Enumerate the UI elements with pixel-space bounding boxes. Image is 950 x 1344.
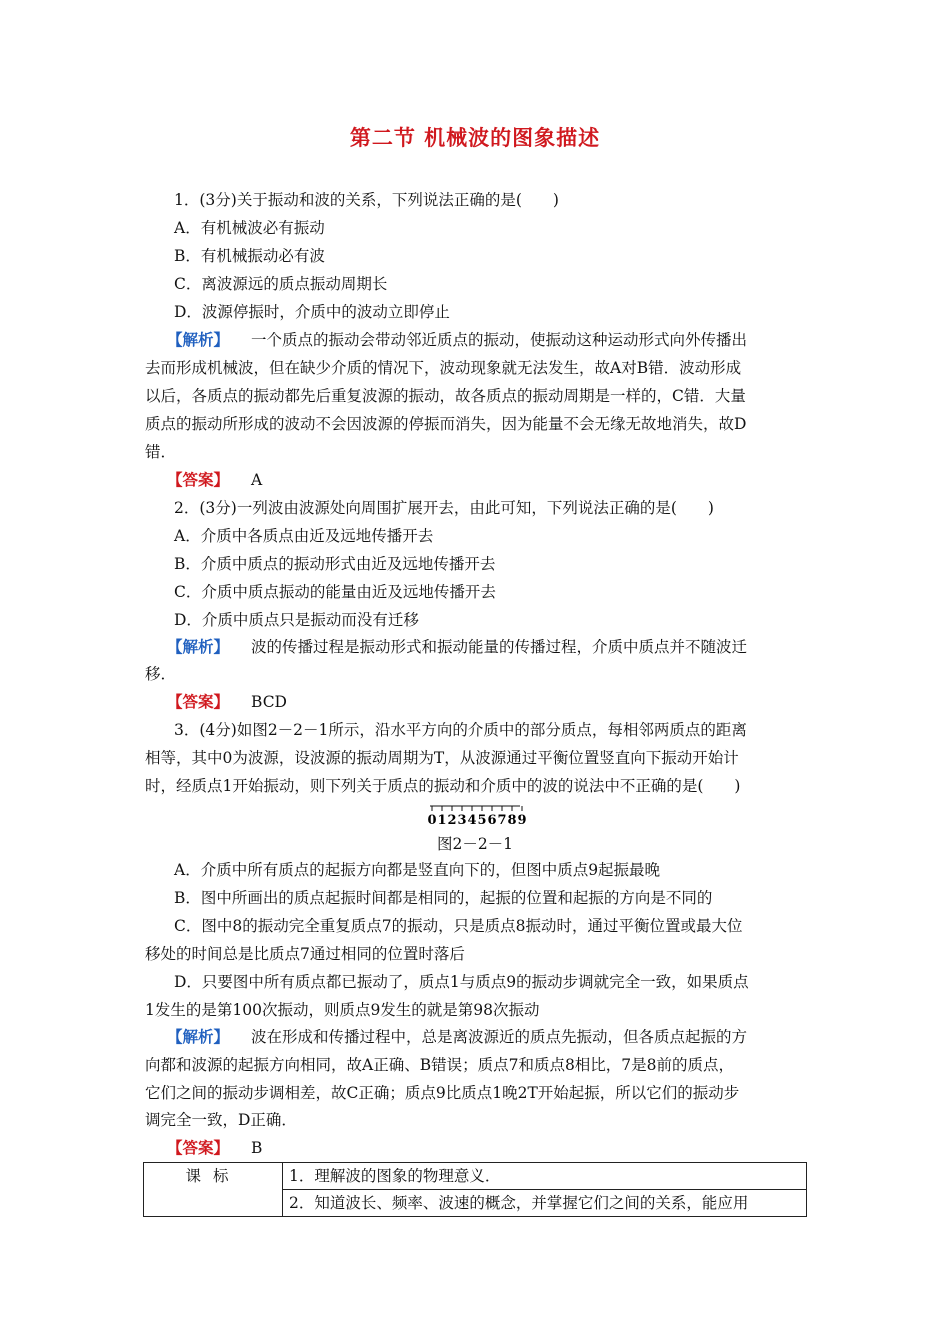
q2-option-c: C．介质中质点振动的能量由近及远地传播开去 — [174, 583, 496, 601]
figure-point-label: 3 — [457, 813, 467, 828]
table-cell: 1．理解波的图象的物理意义． — [283, 1163, 807, 1190]
figure-point-label: 1 — [437, 813, 447, 828]
q3-analysis-line-2: 向都和波源的起振方向相同，故A正确、B错误；质点7和质点8相比，7是8前的质点， — [145, 1056, 735, 1074]
figure-point-label: 5 — [477, 813, 487, 828]
q3-option-a: A．介质中所有质点的起振方向都是竖直向下的，但图中质点9起振最晚 — [174, 861, 661, 879]
figure-caption: 图2－2－1 — [436, 835, 514, 853]
q2-option-a: A．介质中各质点由近及远地传播开去 — [174, 527, 434, 545]
page-title: 第二节 机械波的图象描述 — [349, 126, 601, 150]
q2-stem: 2．(3分)一列波由波源处向周围扩展开去，由此可知，下列说法正确的是( ) — [174, 499, 714, 517]
q2-analysis-line-2: 移． — [145, 665, 177, 683]
q3-option-b: B．图中所画出的质点起振时间都是相同的，起振的位置和起振的方向是不同的 — [174, 889, 713, 907]
answer-tag: 【答案】 — [167, 692, 230, 711]
q1-analysis-line-2: 去而形成机械波，但在缺少介质的情况下，波动现象就无法发生，故A对B错．波动形成 — [145, 359, 742, 377]
figure-point-label: 2 — [447, 813, 457, 828]
q3-analysis-line-4: 调完全一致，D正确． — [145, 1111, 297, 1129]
figure-point-label: 4 — [467, 813, 477, 828]
q1-option-c: C．离波源远的质点振动周期长 — [174, 275, 388, 293]
q3-stem-line-3: 时，经质点1开始振动，则下列关于质点的振动和介质中的波的说法中不正确的是( ) — [145, 777, 741, 795]
q3-option-d-cont: 1发生的是第100次振动，则质点9发生的就是第98次振动 — [145, 1001, 540, 1019]
q1-option-d: D．波源停振时，介质中的波动立即停止 — [174, 303, 450, 321]
figure-point-label: 0 — [427, 813, 437, 828]
analysis-tag: 【解析】 — [167, 637, 230, 656]
q3-analysis-line-1: 【解析】 波在形成和传播过程中，总是离波源近的质点先振动，但各质点起振的方 — [167, 1027, 748, 1046]
q1-analysis-line-3: 以后，各质点的振动都先后重复波源的振动，故各质点的振动周期是一样的，C错．大量 — [145, 387, 746, 405]
q1-option-a: A．有机械波必有振动 — [174, 219, 325, 237]
q3-option-d: D．只要图中所有质点都已振动了，质点1与质点9的振动步调就完全一致，如果质点 — [174, 973, 749, 991]
figure-marks — [427, 806, 526, 828]
curriculum-table — [143, 1162, 807, 1217]
q3-option-c-cont: 移处的时间总是比质点7通过相同的位置时落后 — [145, 945, 465, 963]
q3-stem-line-2: 相等，其中0为波源，设波源的振动周期为T，从波源通过平衡位置竖直向下振动开始计 — [145, 749, 739, 767]
table-row — [144, 1163, 807, 1190]
analysis-tag: 【解析】 — [167, 1027, 230, 1046]
particle-chain-figure — [425, 802, 525, 828]
q2-option-b: B．介质中质点的振动形式由近及远地传播开去 — [174, 555, 496, 573]
q2-option-d: D．介质中质点只是振动而没有迁移 — [174, 611, 419, 629]
figure-point-label: 7 — [497, 813, 507, 828]
q2-answer: 【答案】 BCD — [167, 692, 287, 711]
figure-point-label: 6 — [487, 813, 497, 828]
q3-option-c: C．图中8的振动完全重复质点7的振动，只是质点8振动时，通过平衡位置或最大位 — [174, 917, 743, 935]
q3-answer: 【答案】 B — [167, 1138, 263, 1157]
q1-answer: 【答案】 A — [167, 470, 263, 489]
q1-analysis-line-4: 质点的振动所形成的波动不会因波源的停振而消失，因为能量不会无缘无故地消失，故D — [145, 415, 747, 433]
q3-stem-line-1: 3．(4分)如图2－2－1所示，沿水平方向的介质中的部分质点，每相邻两质点的距离 — [174, 721, 747, 739]
q1-analysis-line-1: 【解析】 一个质点的振动会带动邻近质点的振动，使振动这种运动形式向外传播出 — [167, 330, 748, 349]
q1-analysis-line-5: 错． — [145, 443, 177, 461]
q3-analysis-line-3: 它们之间的振动步调相差，故C正确；质点9比质点1晚2T开始起振，所以它们的振动步 — [145, 1084, 740, 1102]
q1-stem: 1．(3分)关于振动和波的关系，下列说法正确的是( ) — [174, 191, 559, 209]
answer-tag: 【答案】 — [167, 1138, 230, 1157]
figure-point-label: 9 — [517, 813, 527, 828]
table-cell: 2．知道波长、频率、波速的概念，并掌握它们之间的关系，能应用 — [283, 1190, 807, 1217]
figure-point-label: 8 — [507, 813, 517, 828]
table-key-cell: 课标 — [144, 1163, 283, 1217]
analysis-tag: 【解析】 — [167, 330, 230, 349]
q1-option-b: B．有机械振动必有波 — [174, 247, 325, 265]
answer-tag: 【答案】 — [167, 470, 230, 489]
q2-analysis-line-1: 【解析】 波的传播过程是振动形式和振动能量的传播过程，介质中质点并不随波迁 — [167, 637, 748, 656]
